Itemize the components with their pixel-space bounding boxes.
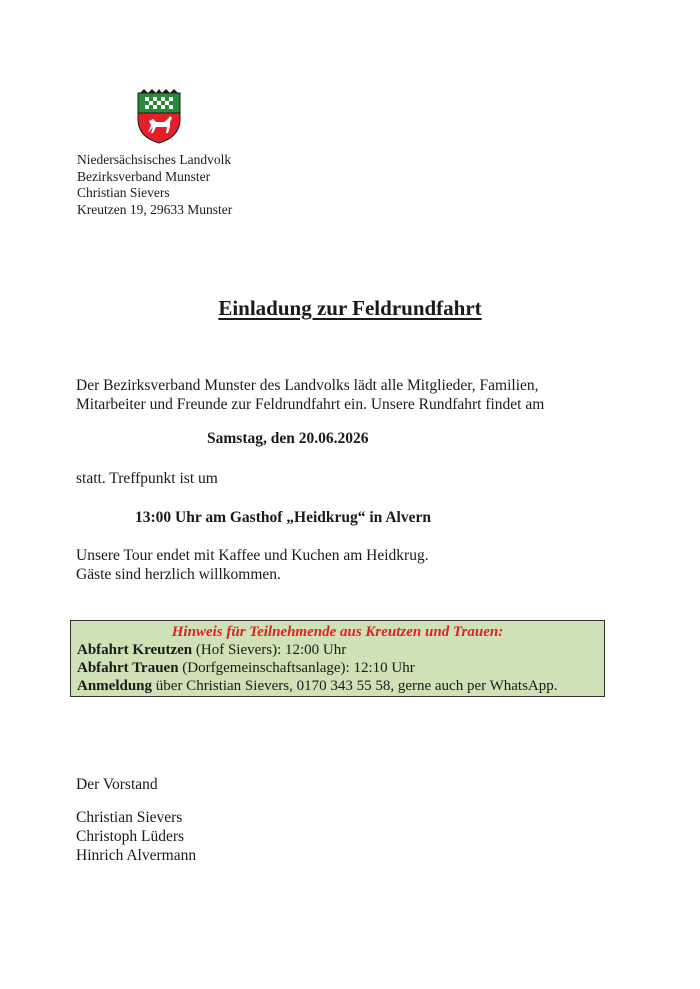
closing-line: Der Vorstand [76, 776, 158, 793]
outro-line: Gäste sind herzlich willkommen. [76, 566, 281, 583]
signer-name: Hinrich Alvermann [76, 847, 197, 864]
sender-line: Kreutzen 19, 29633 Munster [77, 201, 233, 217]
meeting-intro: statt. Treffpunkt ist um [76, 470, 218, 487]
notice-box [70, 620, 605, 697]
event-date: Samstag, den 20.06.2026 [207, 430, 369, 447]
intro-paragraph [76, 376, 544, 414]
notice-row-label: Abfahrt Trauen [77, 660, 179, 676]
notice-heading: Hinweis für Teilnehmende aus Kreutzen und Trauen: [171, 624, 504, 640]
signer-list [76, 808, 196, 865]
intro-line: Mitarbeiter und Freunde zur Feldrundfahrt ein. Unsere Rundfahrt findet am [76, 396, 545, 413]
document-title: Einladung zur Feldrundfahrt [218, 296, 482, 320]
meeting-point: 13:00 Uhr am Gasthof „Heidkrug“ in Alvern [135, 509, 431, 526]
signer-name: Christoph Lüders [76, 828, 185, 845]
notice-row [77, 659, 604, 677]
sender-line: Bezirksverband Munster [77, 168, 211, 184]
sender-line: Niedersächsisches Landvolk [77, 152, 232, 167]
outro-paragraph [76, 546, 429, 584]
sender-line: Christian Sievers [77, 185, 170, 200]
outro-line: Unsere Tour endet mit Kaffee und Kuchen am Heidkrug. [76, 547, 429, 564]
notice-row [77, 677, 604, 695]
signer-name: Christian Sievers [76, 809, 183, 826]
notice-row-label: Abfahrt Kreutzen [77, 642, 193, 658]
sender-address [77, 152, 232, 218]
intro-line: Der Bezirksverband Munster des Landvolks lädt alle Mitglieder, Familien, [76, 377, 539, 394]
notice-row-text: über Christian Sievers, 0170 343 55 58, gerne auch per WhatsApp. [152, 678, 558, 694]
notice-row-label: Anmeldung [77, 678, 153, 694]
notice-row-text: (Dorfgemeinschaftsanlage): 12:10 Uhr [178, 660, 415, 676]
notice-row [77, 641, 604, 659]
coat-of-arms-horse-icon [136, 89, 182, 145]
notice-row-text: (Hof Sievers): 12:00 Uhr [192, 642, 347, 658]
